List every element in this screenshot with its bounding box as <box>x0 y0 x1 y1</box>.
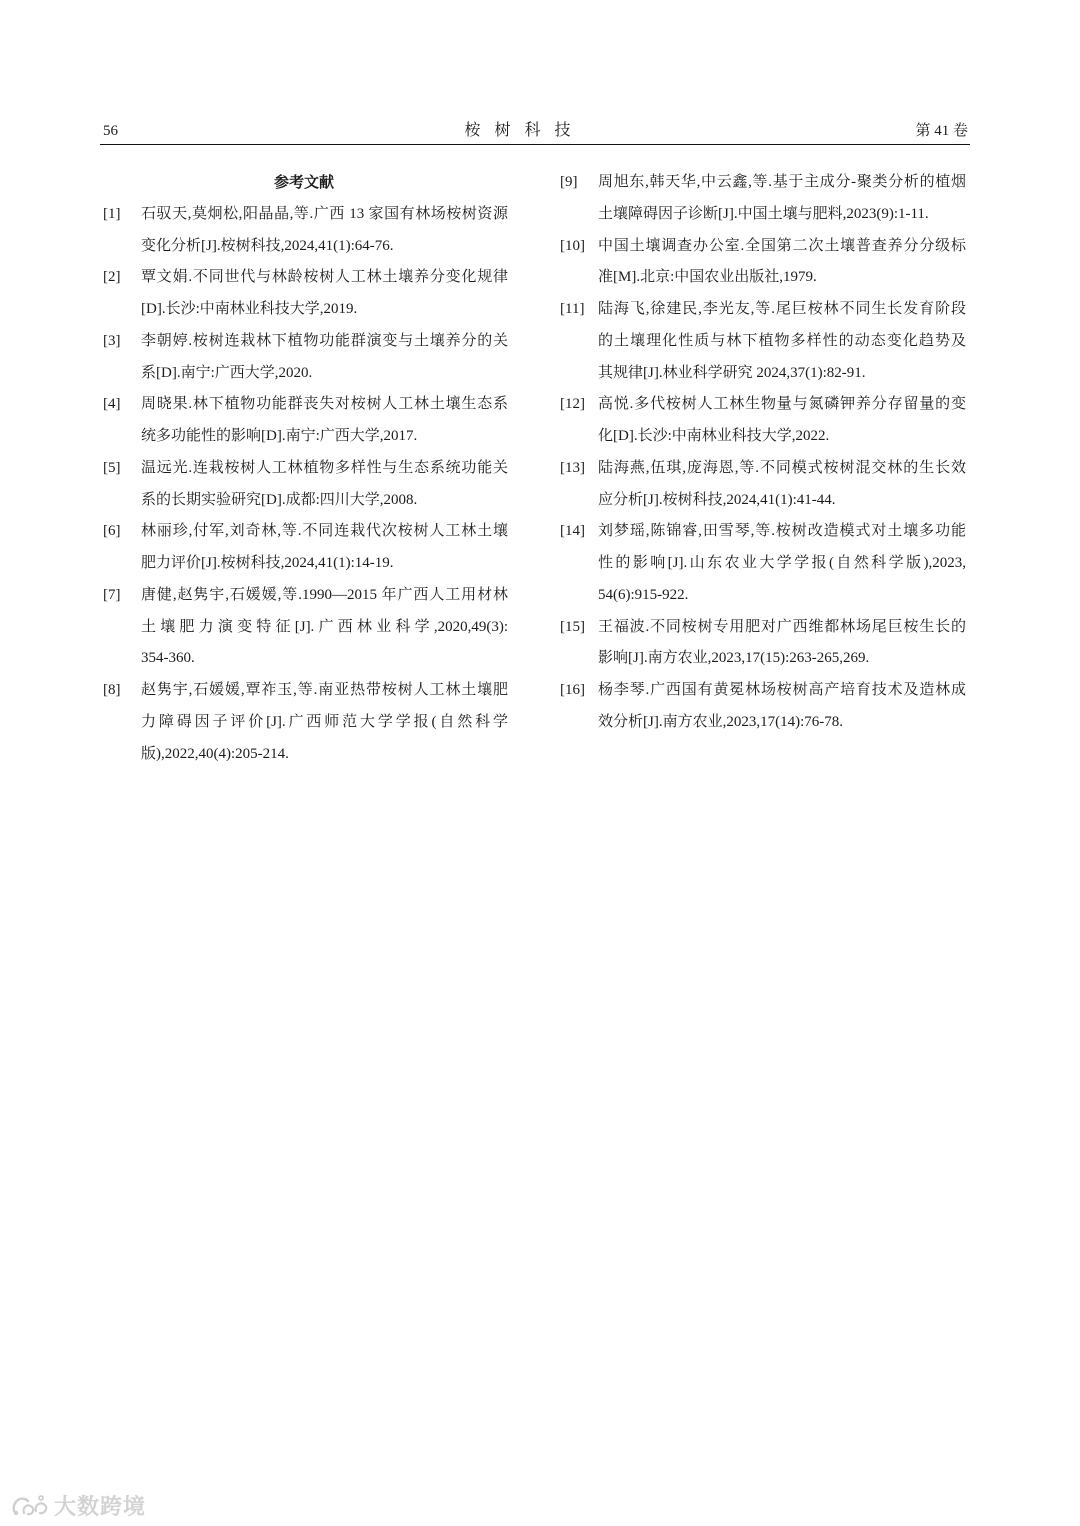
reference-line: 系的长期实验研究[D].成都:四川大学,2008. <box>141 491 418 508</box>
reference-line: 应分析[J].桉树科技,2024,41(1):41-44. <box>598 491 836 508</box>
reference-line: 中国土壤调查办公室.全国第二次土壤普查养分分级标 <box>598 237 966 254</box>
reference-line: 性的影响[J].山东农业大学学报(自然科学版),2023, <box>598 555 966 571</box>
reference-text <box>141 326 508 390</box>
watermark-text: 大数跨境 <box>54 1494 147 1520</box>
reference-line: 肥力评价[J].桉树科技,2024,41(1):14-19. <box>141 555 394 571</box>
watermark-logo <box>10 1489 146 1521</box>
reference-line: 土壤肥力演变特征[J].广西林业科学,2020,49(3): <box>141 618 508 635</box>
reference-text <box>141 262 508 326</box>
reference-number: [15] <box>560 618 585 635</box>
reference-line: 温远光.连栽桉树人工林植物多样性与生态系统功能关 <box>141 459 508 476</box>
reference-line: 土壤障碍因子诊断[J].中国土壤与肥料,2023(9):1-11. <box>598 205 929 222</box>
reference-line: 效分析[J].南方农业,2023,17(14):76-78. <box>598 713 843 730</box>
reference-line: 版),2022,40(4):205-214. <box>141 745 289 762</box>
reference-text <box>598 294 966 389</box>
reference-entry <box>100 199 508 263</box>
reference-entry <box>100 262 508 326</box>
reference-entry <box>557 231 966 295</box>
reference-line: 赵隽宇,石媛媛,覃祚玉,等.南亚热带桉树人工林土壤肥 <box>141 682 508 698</box>
reference-line: 刘梦瑶,陈锦睿,田雪琴,等.桉树改造模式对土壤多功能 <box>598 523 966 540</box>
watermark-logo-icon <box>10 1491 50 1519</box>
reference-text <box>598 675 966 739</box>
reference-entry <box>100 453 508 517</box>
reference-number: [7] <box>103 586 121 603</box>
reference-line: 354-360. <box>141 650 195 667</box>
reference-text <box>598 612 966 676</box>
reference-line: 杨李琴.广西国有黄冕林场桉树高产培育技术及造林成 <box>598 682 966 698</box>
reference-number: [8] <box>103 682 121 698</box>
references-heading: 参考文献 <box>273 173 334 191</box>
reference-number: [2] <box>103 269 121 286</box>
reference-entry <box>100 675 508 770</box>
reference-text <box>141 516 508 580</box>
page-number: 56 <box>103 123 118 139</box>
reference-text <box>141 675 508 770</box>
reference-text <box>141 389 508 453</box>
reference-entry <box>557 612 966 676</box>
reference-number: [5] <box>103 459 121 476</box>
reference-entry <box>557 516 966 611</box>
reference-number: [11] <box>560 301 585 317</box>
reference-entry <box>100 580 508 675</box>
reference-entry <box>557 294 966 389</box>
volume-label: 第 41 卷 <box>915 123 968 139</box>
reference-line: 变化分析[J].桉树科技,2024,41(1):64-76. <box>141 237 394 254</box>
reference-line: 准[M].北京:中国农业出版社,1979. <box>598 269 817 286</box>
reference-number: [1] <box>103 205 121 222</box>
reference-entry <box>100 389 508 453</box>
reference-line: 54(6):915-922. <box>598 586 689 603</box>
reference-text <box>598 231 966 295</box>
reference-entry <box>557 167 966 231</box>
reference-text <box>598 167 966 231</box>
reference-number: [10] <box>560 237 585 254</box>
reference-line: 统多功能性的影响[D].南宁:广西大学,2017. <box>141 428 418 444</box>
reference-number: [12] <box>560 396 585 413</box>
header-rule <box>100 144 970 145</box>
reference-number: [3] <box>103 332 121 349</box>
reference-line: 力障碍因子评价[J].广西师范大学学报(自然科学 <box>141 713 508 730</box>
reference-number: [16] <box>560 682 585 698</box>
reference-line: 陆海燕,伍琪,庞海恩,等.不同模式桉树混交林的生长效 <box>598 459 966 476</box>
references-column-right <box>557 167 966 739</box>
reference-text <box>598 516 966 611</box>
reference-line: 影响[J].南方农业,2023,17(15):263-265,269. <box>598 650 870 667</box>
reference-number: [14] <box>560 523 585 540</box>
reference-number: [9] <box>560 174 578 190</box>
reference-line: 石驭天,莫炯松,阳晶晶,等.广西 13 家国有林场桉树资源 <box>141 205 508 222</box>
reference-number: [6] <box>103 523 121 540</box>
reference-line: 周晓果.林下植物功能群丧失对桉树人工林土壤生态系 <box>141 396 508 413</box>
reference-line: 周旭东,韩天华,中云鑫,等.基于主成分-聚类分析的植烟 <box>598 174 966 190</box>
references-column-left <box>100 167 508 770</box>
reference-line: 王福波.不同桉树专用肥对广西维都林场尾巨桉生长的 <box>598 618 966 635</box>
reference-entry <box>100 326 508 390</box>
reference-number: [4] <box>103 396 121 413</box>
reference-line: 唐健,赵隽宇,石媛媛,等.1990—2015 年广西人工用材林 <box>141 586 508 603</box>
reference-entry <box>557 453 966 517</box>
reference-entry <box>557 389 966 453</box>
reference-line: [D].长沙:中南林业科技大学,2019. <box>141 301 358 317</box>
reference-line: 林丽珍,付军,刘奇林,等.不同连栽代次桉树人工林土壤 <box>141 523 508 540</box>
reference-line: 的土壤理化性质与林下植物多样性的动态变化趋势及 <box>598 332 966 349</box>
reference-line: 其规律[J].林业科学研究 2024,37(1):82-91. <box>598 364 866 381</box>
reference-line: 化[D].长沙:中南林业科技大学,2022. <box>598 428 830 444</box>
reference-number: [13] <box>560 459 585 476</box>
reference-text <box>598 453 966 517</box>
reference-line: 陆海飞,徐建民,李光友,等.尾巨桉林不同生长发育阶段 <box>598 301 966 317</box>
journal-title: 桉 树 科 技 <box>464 122 576 139</box>
reference-line: 李朝婷.桉树连栽林下植物功能群演变与土壤养分的关 <box>141 332 508 349</box>
reference-text <box>598 389 966 453</box>
reference-line: 系[D].南宁:广西大学,2020. <box>141 364 313 381</box>
reference-text <box>141 580 508 675</box>
reference-line: 覃文娟.不同世代与林龄桉树人工林土壤养分变化规律 <box>141 269 508 286</box>
reference-entry <box>100 516 508 580</box>
reference-text <box>141 453 508 517</box>
reference-text <box>141 199 508 263</box>
reference-entry <box>557 675 966 739</box>
reference-line: 高悦.多代桉树人工林生物量与氮磷钾养分存留量的变 <box>598 396 966 413</box>
